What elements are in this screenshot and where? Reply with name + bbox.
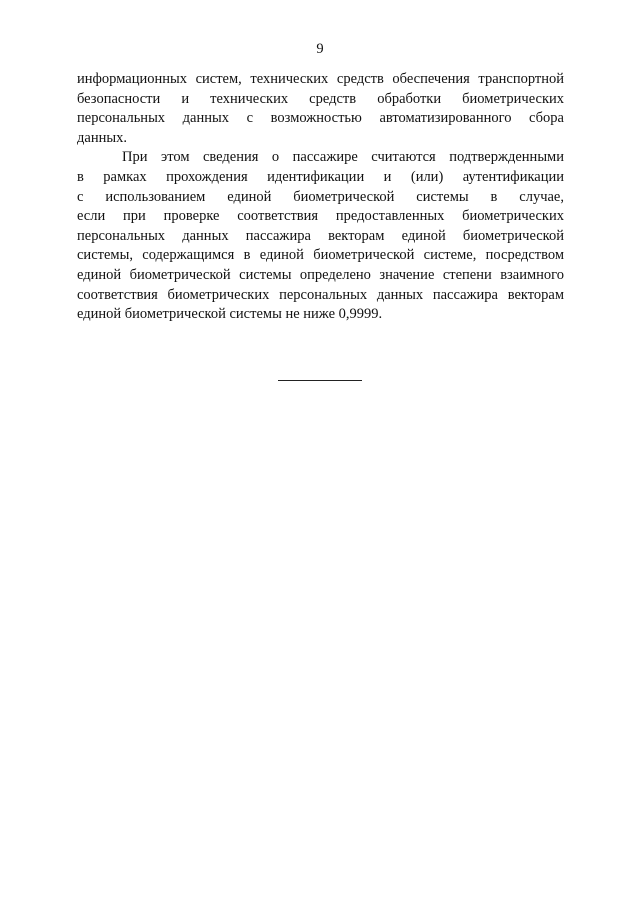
text-line: данных. [77, 129, 127, 146]
text-line: если при проверке соответствия предоставленных биометрических [77, 208, 564, 225]
end-of-text-rule [278, 380, 362, 381]
text-line: в рамках прохождения идентификации и (или) аутентификации [77, 168, 564, 185]
paragraph-1 [77, 70, 564, 148]
page-number: 9 [316, 41, 324, 57]
document-body [77, 70, 564, 325]
paragraph-2 [77, 148, 564, 324]
text-line: персональных данных с возможностью автоматизированного сбора [77, 110, 564, 127]
text-line: с использованием единой биометрической системы в случае, [77, 188, 564, 205]
text-line: единой биометрической системы не ниже 0,9999. [77, 306, 383, 323]
text-line: системы, содержащимся в единой биометрической системе, посредством [77, 247, 564, 264]
text-line: безопасности и технических средств обработки биометрических [77, 90, 564, 107]
text-line: информационных систем, технических средств обеспечения транспортной [77, 71, 564, 87]
text-line: персональных данных пассажира векторам единой биометрической [77, 227, 564, 244]
text-line: единой биометрической системы определено значение степени взаимного [77, 266, 564, 283]
text-line: соответствия биометрических персональных данных пассажира векторам [77, 286, 564, 303]
text-line: При этом сведения о пассажире считаются подтвержденными [122, 149, 564, 166]
